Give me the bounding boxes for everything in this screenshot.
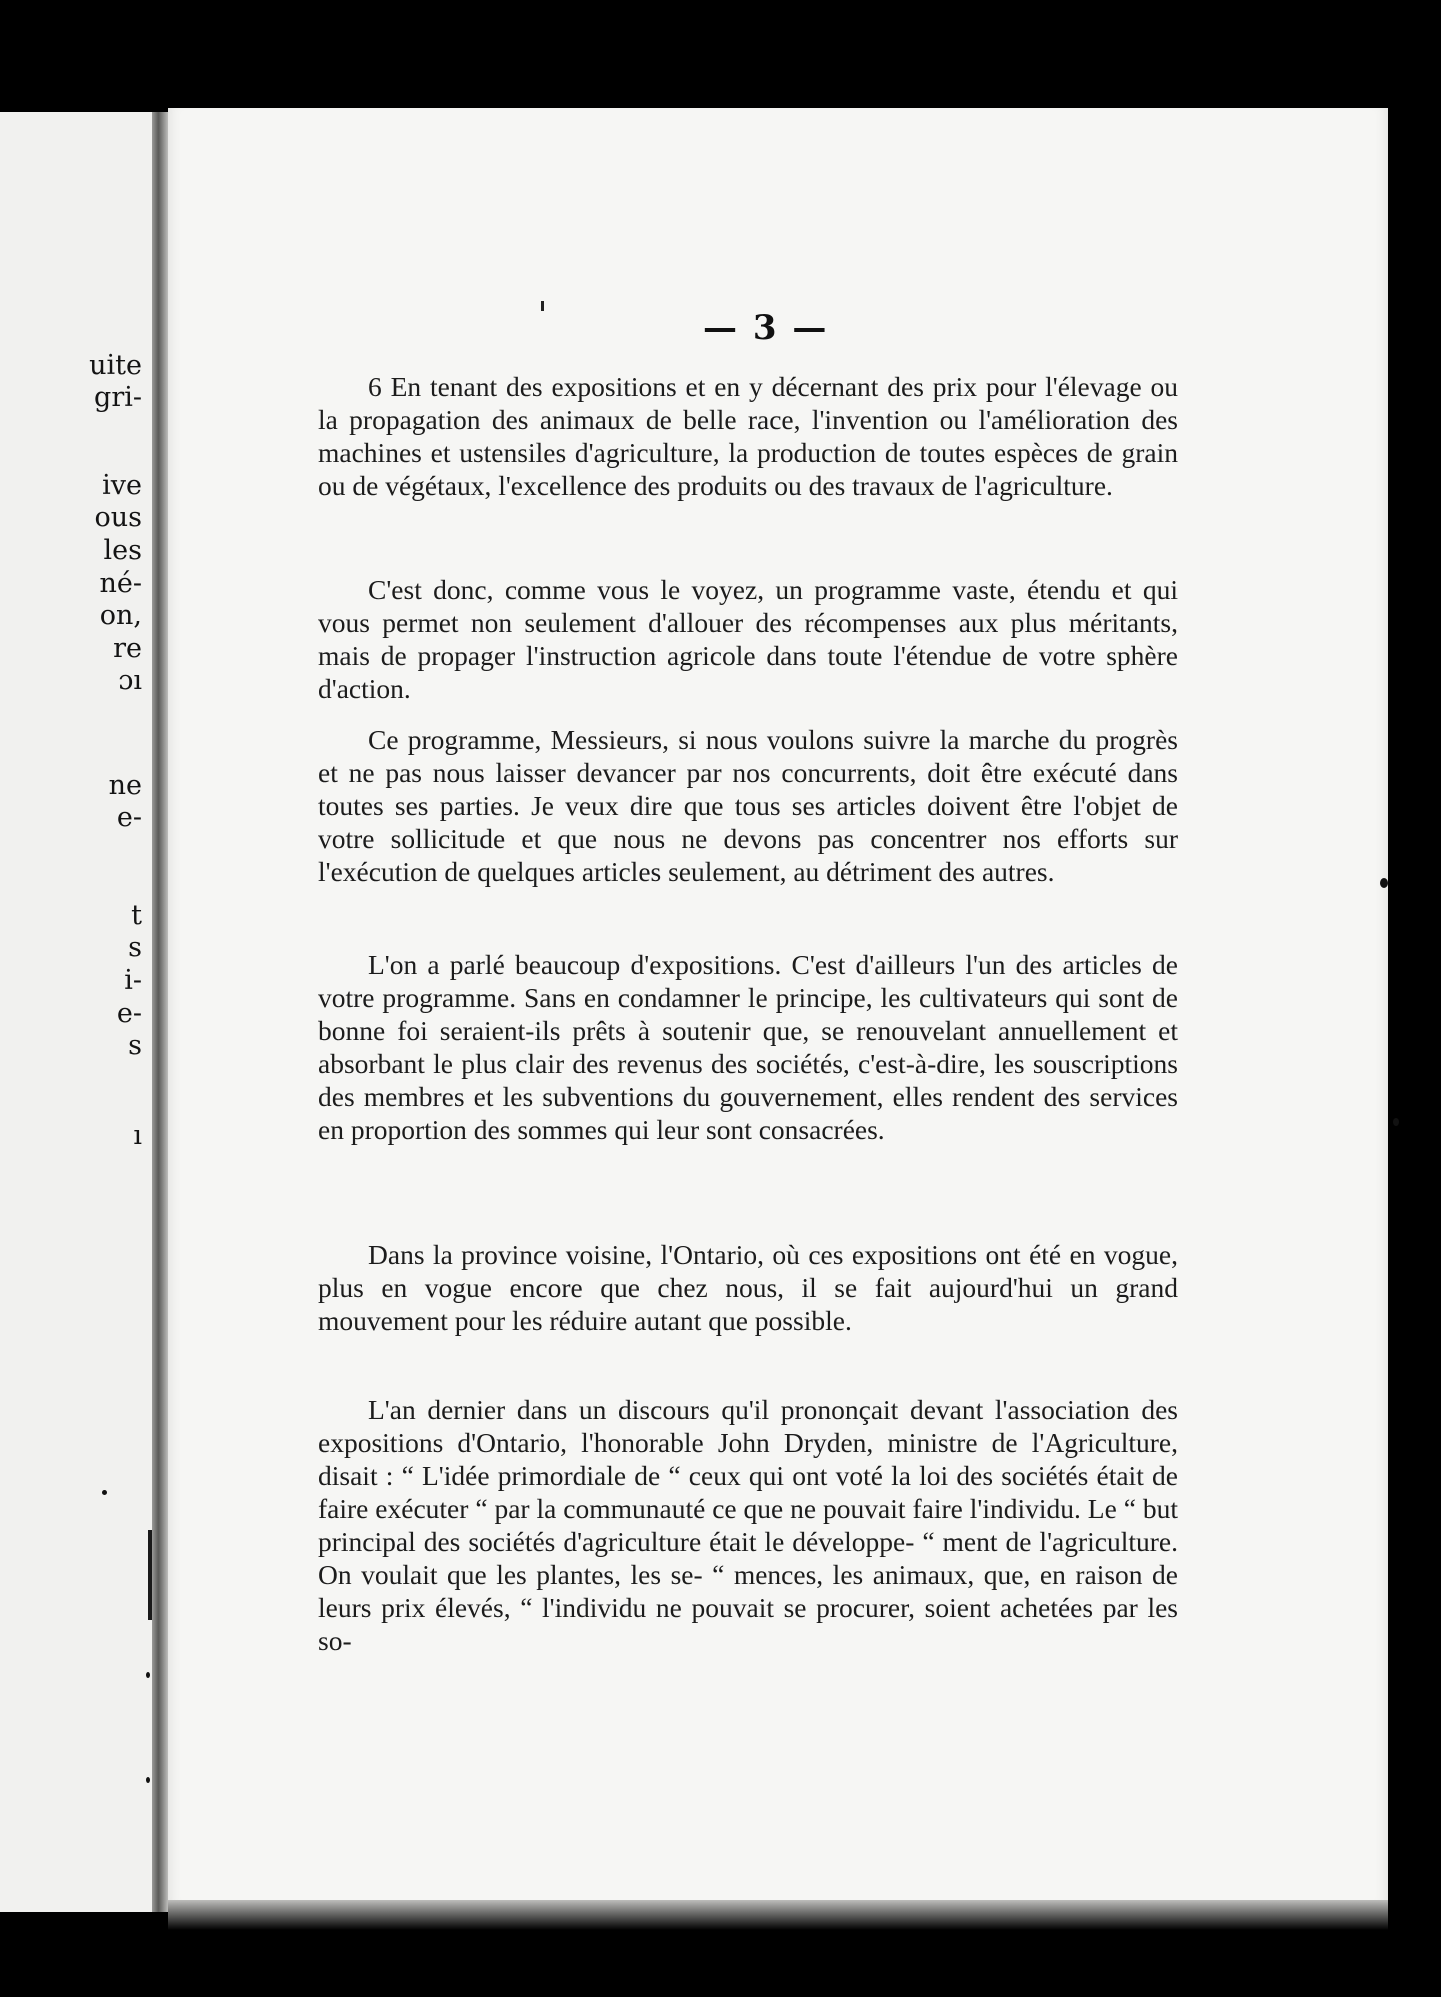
left-page-fragment: uite xyxy=(89,350,142,381)
paragraph-5 xyxy=(318,1238,1178,1337)
ink-speck xyxy=(146,1777,150,1783)
paragraph-text: Dans la province voisine, l'Ontario, où ces expositions ont été en vogue, plus en vogue encore que chez nous, il se fait aujourd'hui un grand mouvement pour les réduire autant que possible. xyxy=(318,1239,1178,1336)
ink-speck xyxy=(1380,878,1388,888)
ink-speck xyxy=(1393,1118,1399,1126)
gutter-shadow-mark xyxy=(148,1530,152,1620)
left-page-fragment: on, xyxy=(99,600,142,631)
left-page-fragment: ous xyxy=(94,502,142,533)
ink-speck xyxy=(102,1490,107,1495)
paragraph-2 xyxy=(318,573,1178,705)
paragraph-text: L'an dernier dans un discours qu'il prononçait devant l'association des expositions d'Ontario, l'honorable John Dryden, ministre de l'Agriculture, disait : “ L'idée primordiale de “ ceux qui ont voté la loi des sociétés était de faire exécuter “ par la communauté ce que ne pouvait faire l'individu. Le “ but principal des sociétés d'agriculture était le développe- “ ment de l'agriculture. On voulait que les plantes, les se- “ mences, les animaux, que, en raison de leurs prix élevés, “ l'individu ne pouvait se procurer, soient achetées par les so- xyxy=(318,1394,1178,1656)
left-page-fragment: ive xyxy=(102,470,142,501)
left-page-fragment: ı xyxy=(133,1120,142,1151)
left-facing-page xyxy=(0,112,152,1912)
paragraph-text: 6 En tenant des expositions et en y décernant des prix pour l'élevage ou la propagation des animaux de belle race, l'invention ou l'amélioration des machines et ustensiles d'agriculture, la production de toutes espèces de grain ou de végétaux, l'excellence des produits ou des travaux de l'agriculture. xyxy=(318,371,1178,501)
left-page-fragment: t xyxy=(131,900,142,931)
left-page-fragment: i- xyxy=(124,965,142,996)
page-bottom-shadow xyxy=(168,1900,1388,1930)
book-gutter xyxy=(152,112,168,1912)
page-number: — 3 — xyxy=(703,308,829,348)
paragraph-4 xyxy=(318,948,1178,1146)
left-page-fragment: s xyxy=(128,1030,142,1061)
ink-mark xyxy=(541,301,544,311)
left-page-fragment: ɔı xyxy=(118,665,142,696)
paragraph-3 xyxy=(318,723,1178,888)
paragraph-text: Ce programme, Messieurs, si nous voulons suivre la marche du progrès et ne pas nous laisser devancer par nos concurrents, doit être exécuté dans toutes ses parties. Je veux dire que tous ses articles doivent être l'objet de votre sollicitude et que nous ne devons pas concentrer nos efforts sur l'exécution de quelques articles seulement, au détriment des autres. xyxy=(318,724,1178,887)
ink-speck xyxy=(146,1672,150,1678)
paragraph-6 xyxy=(318,1393,1178,1657)
book-page xyxy=(168,108,1388,1923)
paragraph-1 xyxy=(318,370,1178,502)
left-page-fragment: gri- xyxy=(94,382,142,413)
left-page-fragment: les xyxy=(103,535,142,566)
left-page-fragment: né- xyxy=(99,568,142,599)
left-page-fragment: re xyxy=(113,633,142,664)
left-page-fragment: s xyxy=(128,932,142,963)
paragraph-text: C'est donc, comme vous le voyez, un programme vaste, étendu et qui vous permet non seulement d'allouer des récompenses aux plus méritants, mais de propager l'instruction agricole dans toute l'étendue de votre sphère d'action. xyxy=(318,574,1178,704)
left-page-fragment: ne xyxy=(108,770,142,801)
left-page-fragment: e- xyxy=(116,802,142,833)
left-page-fragment: e- xyxy=(116,998,142,1029)
paragraph-text: L'on a parlé beaucoup d'expositions. C'est d'ailleurs l'un des articles de votre programme. Sans en condamner le principe, les cultivateurs qui sont de bonne foi seraient-ils prêts à soutenir que, se renouvelant annuellement et absorbant le plus clair des revenus des sociétés, c'est-à-dire, les souscriptions des membres et les subventions du gouvernement, elles rendent des services en proportion des sommes qui leur sont consacrées. xyxy=(318,949,1178,1145)
